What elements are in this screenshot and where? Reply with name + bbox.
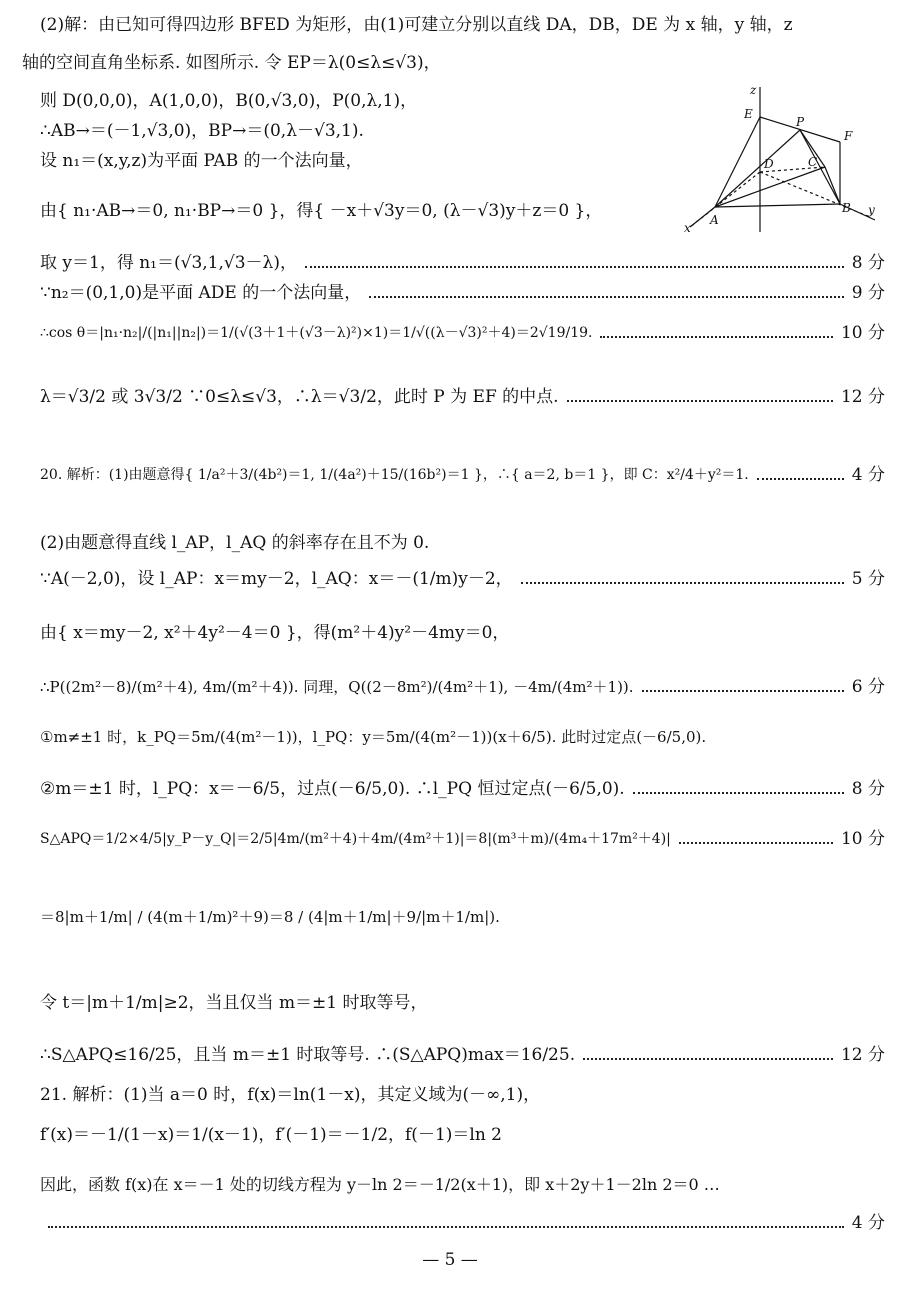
line-17: ②m＝±1 时，l_PQ：x＝－6/5，过点(－6/5,0). ∴l_PQ 恒过定点(－6/5,0). 8 分 xyxy=(40,779,885,799)
fig-label-z: z xyxy=(750,83,757,97)
leader-dots xyxy=(48,1226,844,1228)
line-19: ＝8|m＋1/m| / (4(m＋1/m)²＋9)＝8 / (4|m＋1/m|＋9/|m＋1/m|). xyxy=(40,908,500,926)
leader-dots xyxy=(600,336,832,338)
leader-dots xyxy=(679,842,833,844)
leader-dots xyxy=(567,400,833,402)
score: 4 分 xyxy=(851,465,885,485)
line-5: 设 n₁＝(x,y,z)为平面 PAB 的一个法向量， xyxy=(40,151,363,171)
line-11: 20. 解析：(1)由题意得{ 1/a²＋3/(4b²)＝1, 1/(4a²)＋15/(16b²)＝1 }，∴{ a＝2, b＝1 }，即 C：x²/4＋y²＝1. 4 分 xyxy=(40,465,885,485)
leader-dots xyxy=(757,478,844,480)
line-20: 令 t＝|m＋1/m|≥2，当且仅当 m＝±1 时取等号， xyxy=(40,993,428,1013)
score: 12 分 xyxy=(840,1045,885,1065)
edge-PA xyxy=(715,130,800,207)
score: 8 分 xyxy=(851,253,885,273)
line-22: 21. 解析：(1)当 a＝0 时，f(x)＝ln(1－x)，其定义域为(－∞,1)， xyxy=(40,1085,541,1105)
leader-dots xyxy=(305,266,844,268)
edge-AB xyxy=(715,204,840,207)
leader-dots xyxy=(633,792,844,794)
line-3: 则 D(0,0,0)，A(1,0,0)，B(0,√3,0)，P(0,λ,1)， xyxy=(40,91,418,111)
line-21: ∴S△APQ≤16/25，且当 m＝±1 时取等号. ∴(S△APQ)max＝16/25. 12 分 xyxy=(40,1045,885,1065)
line-2: 轴的空间直角坐标系. 如图所示. 令 EP＝λ(0≤λ≤√3)， xyxy=(22,53,441,73)
fig-label-P: P xyxy=(796,115,805,129)
leader-dots xyxy=(642,690,844,692)
line-25 xyxy=(40,1212,885,1234)
leader-dots xyxy=(583,1058,833,1060)
edge-CB xyxy=(825,167,840,204)
line-12: (2)由题意得直线 l_AP，l_AQ 的斜率存在且不为 0. xyxy=(40,533,430,553)
line-9: ∴cos θ＝|n₁·n₂|/(|n₁||n₂|)＝1/(√(3＋1＋(√3－λ)²)×1)＝1/√((λ－√3)²＋4)＝2√19/19. 10 分 xyxy=(40,323,885,343)
line-14: 由{ x＝my－2, x²＋4y²－4＝0 }，得(m²＋4)y²－4my＝0， xyxy=(40,623,510,643)
score: 6 分 xyxy=(851,677,885,697)
fig-label-C: C xyxy=(808,155,818,169)
line-24: 因此，函数 f(x)在 x＝－1 处的切线方程为 y－ln 2＝－1/2(x＋1)，即 x＋2y＋1－2ln 2＝0 … xyxy=(40,1175,720,1194)
page-number: — 5 — xyxy=(422,1250,478,1270)
line-15: ∴P((2m²－8)/(m²＋4), 4m/(m²＋4)). 同理，Q((2－8m²)/(4m²＋1), －4m/(4m²＋1)). 6 分 xyxy=(40,677,885,697)
line-8: ∵n₂＝(0,1,0)是平面 ADE 的一个法向量， 9 分 xyxy=(40,283,885,303)
leader-dots xyxy=(369,296,844,298)
line-13: ∵A(－2,0)，设 l_AP：x＝my－2，l_AQ：x＝－(1/m)y－2， 5 分 xyxy=(40,569,885,589)
score: 9 分 xyxy=(851,283,885,303)
line-10: λ＝√3/2 或 3√3/2 ∵0≤λ≤√3，∴λ＝√3/2，此时 P 为 EF 的中点. 12 分 xyxy=(40,387,885,407)
line-4: ∴AB→＝(－1,√3,0)，BP→＝(0,λ－√3,1). xyxy=(40,121,364,141)
line-1: (2)解：由已知可得四边形 BFED 为矩形，由(1)可建立分别以直线 DA，DB，DE 为 x 轴，y 轴，z xyxy=(40,15,793,35)
line-23: f′(x)＝－1/(1－x)＝1/(x－1)，f′(－1)＝－1/2，f(－1)＝ln 2 xyxy=(40,1125,502,1145)
line-18: S△APQ＝1/2×4/5|y_P－y_Q|＝2/5|4m/(m²＋4)＋4m/(4m²＋1)|＝8|(m³＋m)/(4m₄＋17m²＋4)| 10 分 xyxy=(40,829,885,849)
fig-label-x: x xyxy=(684,221,691,235)
score: 10 分 xyxy=(840,323,885,343)
fig-label-A: A xyxy=(710,213,719,227)
fig-label-F: F xyxy=(844,129,853,143)
score: 8 分 xyxy=(851,779,885,799)
fig-label-B: B xyxy=(842,201,851,215)
line-6: 由{ n₁·AB→＝0, n₁·BP→＝0 }，得{ －x＋√3y＝0, (λ－√3)y＋z＝0 }， xyxy=(40,201,603,221)
score: 10 分 xyxy=(840,829,885,849)
leader-dots xyxy=(521,582,844,584)
fig-label-D: D xyxy=(764,157,774,171)
score: 5 分 xyxy=(851,569,885,589)
line-16: ①m≠±1 时，k_PQ＝5m/(4(m²－1))，l_PQ：y＝5m/(4(m²－1))(x＋6/5). 此时过定点(－6/5,0). xyxy=(40,728,707,746)
score: 12 分 xyxy=(840,387,885,407)
fig-label-y: y xyxy=(868,203,875,217)
geometry-figure xyxy=(680,82,880,237)
fig-label-E: E xyxy=(744,107,753,121)
line-7: 取 y＝1，得 n₁＝(√3,1,√3－λ)， 8 分 xyxy=(40,253,885,273)
score: 4 分 xyxy=(851,1213,885,1233)
